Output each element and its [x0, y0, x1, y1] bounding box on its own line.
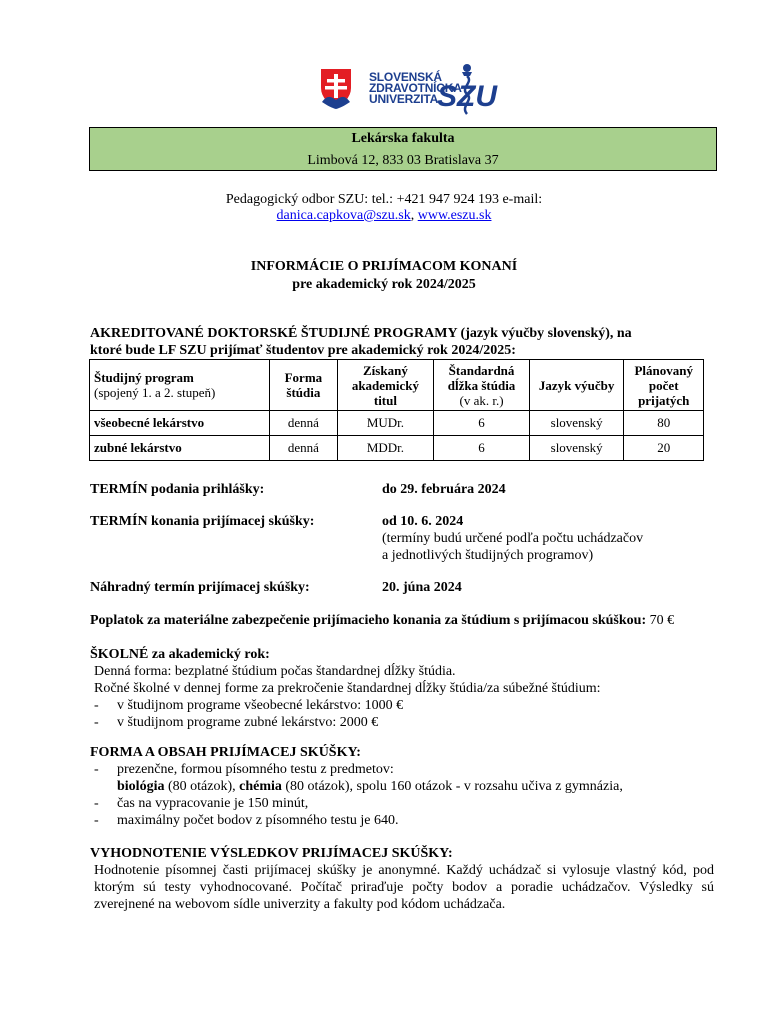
cell-title: MDDr.	[337, 436, 434, 461]
header-length	[434, 360, 530, 411]
cell-form: denná	[270, 436, 337, 461]
list-item: - čas na vypracovanie je 150 minút,	[90, 795, 730, 812]
logo-line-1: SLOVENSKÁ	[369, 70, 442, 84]
tuition-line-2: Ročné školné v dennej forme za prekročenie štandardnej dĺžky štúdia/za súbežné štúdium:	[94, 681, 601, 696]
contact-separator: ,	[410, 208, 418, 223]
tuition-line-1: Denná forma: bezplatné štúdium počas štandardnej dĺžky štúdia.	[94, 664, 456, 679]
exam-form-section	[90, 744, 730, 829]
table-row	[90, 411, 704, 436]
list-item: - v študijnom programe všeobecné lekárstvo: 1000 €	[90, 697, 730, 714]
accredited-line-1: AKREDITOVANÉ DOKTORSKÉ ŠTUDIJNÉ PROGRAMY (jazyk výučby slovenský), na	[90, 326, 632, 341]
title-line-1: INFORMÁCIE O PRIJÍMACOM KONANÍ	[250, 259, 518, 274]
email-link[interactable]: danica.capkova@szu.sk	[276, 208, 411, 223]
faculty-address: Limbová 12, 833 03 Bratislava 37	[307, 153, 499, 168]
slovak-coat-of-arms-icon	[318, 66, 354, 110]
exam-term-note-2: a jednotlivých študijných programov)	[382, 548, 594, 563]
faculty-name: Lekárska fakulta	[351, 131, 455, 146]
chemistry-rest: (80 otázok), spolu 160 otázok - v rozsahu učiva z gymnázia,	[281, 779, 623, 794]
subjects-line	[90, 778, 730, 795]
cell-title: MUDr.	[337, 411, 434, 436]
logo-line-3: UNIVERZITA	[369, 92, 439, 106]
application-term-value: do 29. februára 2024	[382, 482, 506, 497]
header-program	[90, 360, 270, 411]
header-length-sub: (v ak. r.)	[459, 392, 504, 408]
header-length-label: Štandardná dĺžka štúdia	[447, 362, 516, 393]
application-term	[90, 481, 730, 498]
svg-text:SZU: SZU	[437, 80, 497, 113]
biology-count: (80 otázok),	[164, 779, 240, 794]
alternate-term-label: Náhradný termín prijímacej skúšky:	[90, 580, 310, 595]
cell-program: všeobecné lekárstvo	[90, 411, 270, 436]
alternate-term-value: 20. júna 2024	[382, 580, 462, 595]
tuition-heading: ŠKOLNÉ	[90, 647, 149, 662]
exam-term-label: TERMÍN konania prijímacej skúšky:	[90, 514, 315, 529]
accredited-line-2: ktoré bude LF SZU prijímať študentov pre akademický rok 2024/2025:	[90, 343, 516, 358]
title-line-2: pre akademický rok 2024/2025	[292, 277, 476, 292]
header-program-sub: (spojený 1. a 2. stupeň)	[94, 385, 216, 400]
web-link[interactable]: www.eszu.sk	[417, 208, 492, 223]
cell-length: 6	[434, 436, 530, 461]
application-term-label: TERMÍN podania prihlášky:	[90, 482, 265, 497]
document-title	[0, 258, 768, 294]
list-item: - prezenčne, formou písomného testu z predmetov:	[90, 761, 730, 778]
tuition-heading-rest: za akademický rok:	[148, 647, 270, 662]
accredited-heading	[90, 325, 730, 359]
faculty-header-box	[89, 127, 717, 171]
cell-planned: 20	[624, 436, 704, 461]
subject-chemistry: chémia	[239, 779, 282, 794]
cell-program: zubné lekárstvo	[90, 436, 270, 461]
contact-text: Pedagogický odbor SZU: tel.: +421 947 924 193 e-mail:	[225, 192, 543, 207]
header-title: Získaný akademický titul	[337, 360, 434, 411]
tuition-section	[90, 646, 730, 731]
table-header-row	[90, 360, 704, 411]
cell-form: denná	[270, 411, 337, 436]
header-language: Jazyk výučby	[529, 360, 624, 411]
exam-form-heading: FORMA A OBSAH PRIJÍMACEJ SKÚŠKY:	[90, 745, 361, 760]
logo-wordmark	[369, 72, 462, 105]
fee-text: Poplatok za materiálne zabezpečenie prijímacieho konania za štúdium s prijímacou skúškou:	[90, 613, 647, 628]
exam-term-note-1: (termíny budú určené podľa počtu uchádzačov	[382, 531, 644, 546]
subject-biology: biológia	[117, 779, 165, 794]
logo-line-2: ZDRAVOTNÍCKA	[369, 81, 462, 95]
table-row	[90, 436, 704, 461]
cell-length: 6	[434, 411, 530, 436]
exam-term	[90, 513, 730, 564]
evaluation-text: Hodnotenie písomnej časti prijímacej skúšky je anonymné. Každý uchádzač si vylosuje vlastný kód, pod ktorým sú testy vyhodnocované. Počítač priraďuje počty bodov a poradie uchádzačov. Výsledky sú zverejnené na webovom sídle univerzity a fakulty pod kódom uchádzača.	[94, 863, 714, 912]
list-item: - maximálny počet bodov z písomného testu je 640.	[90, 812, 730, 829]
fee-amount: 70 €	[646, 613, 675, 628]
evaluation-heading: VYHODNOTENIE VÝSLEDKOV PRIJÍMACEJ SKÚŠKY:	[90, 846, 453, 861]
header-program-label: Študijný program	[94, 370, 194, 385]
cell-language: slovenský	[529, 436, 624, 461]
cell-language: slovenský	[529, 411, 624, 436]
fee-info	[90, 612, 730, 629]
contact-info	[0, 192, 768, 224]
cell-planned: 80	[624, 411, 704, 436]
header-planned: Plánovaný počet prijatých	[624, 360, 704, 411]
exam-term-value: od 10. 6. 2024	[382, 514, 464, 529]
header-form: Forma štúdia	[270, 360, 337, 411]
alternate-term	[90, 579, 730, 596]
evaluation-section	[90, 845, 714, 913]
programs-table	[89, 359, 704, 461]
list-item: - v študijnom programe zubné lekárstvo: 2000 €	[90, 714, 730, 731]
